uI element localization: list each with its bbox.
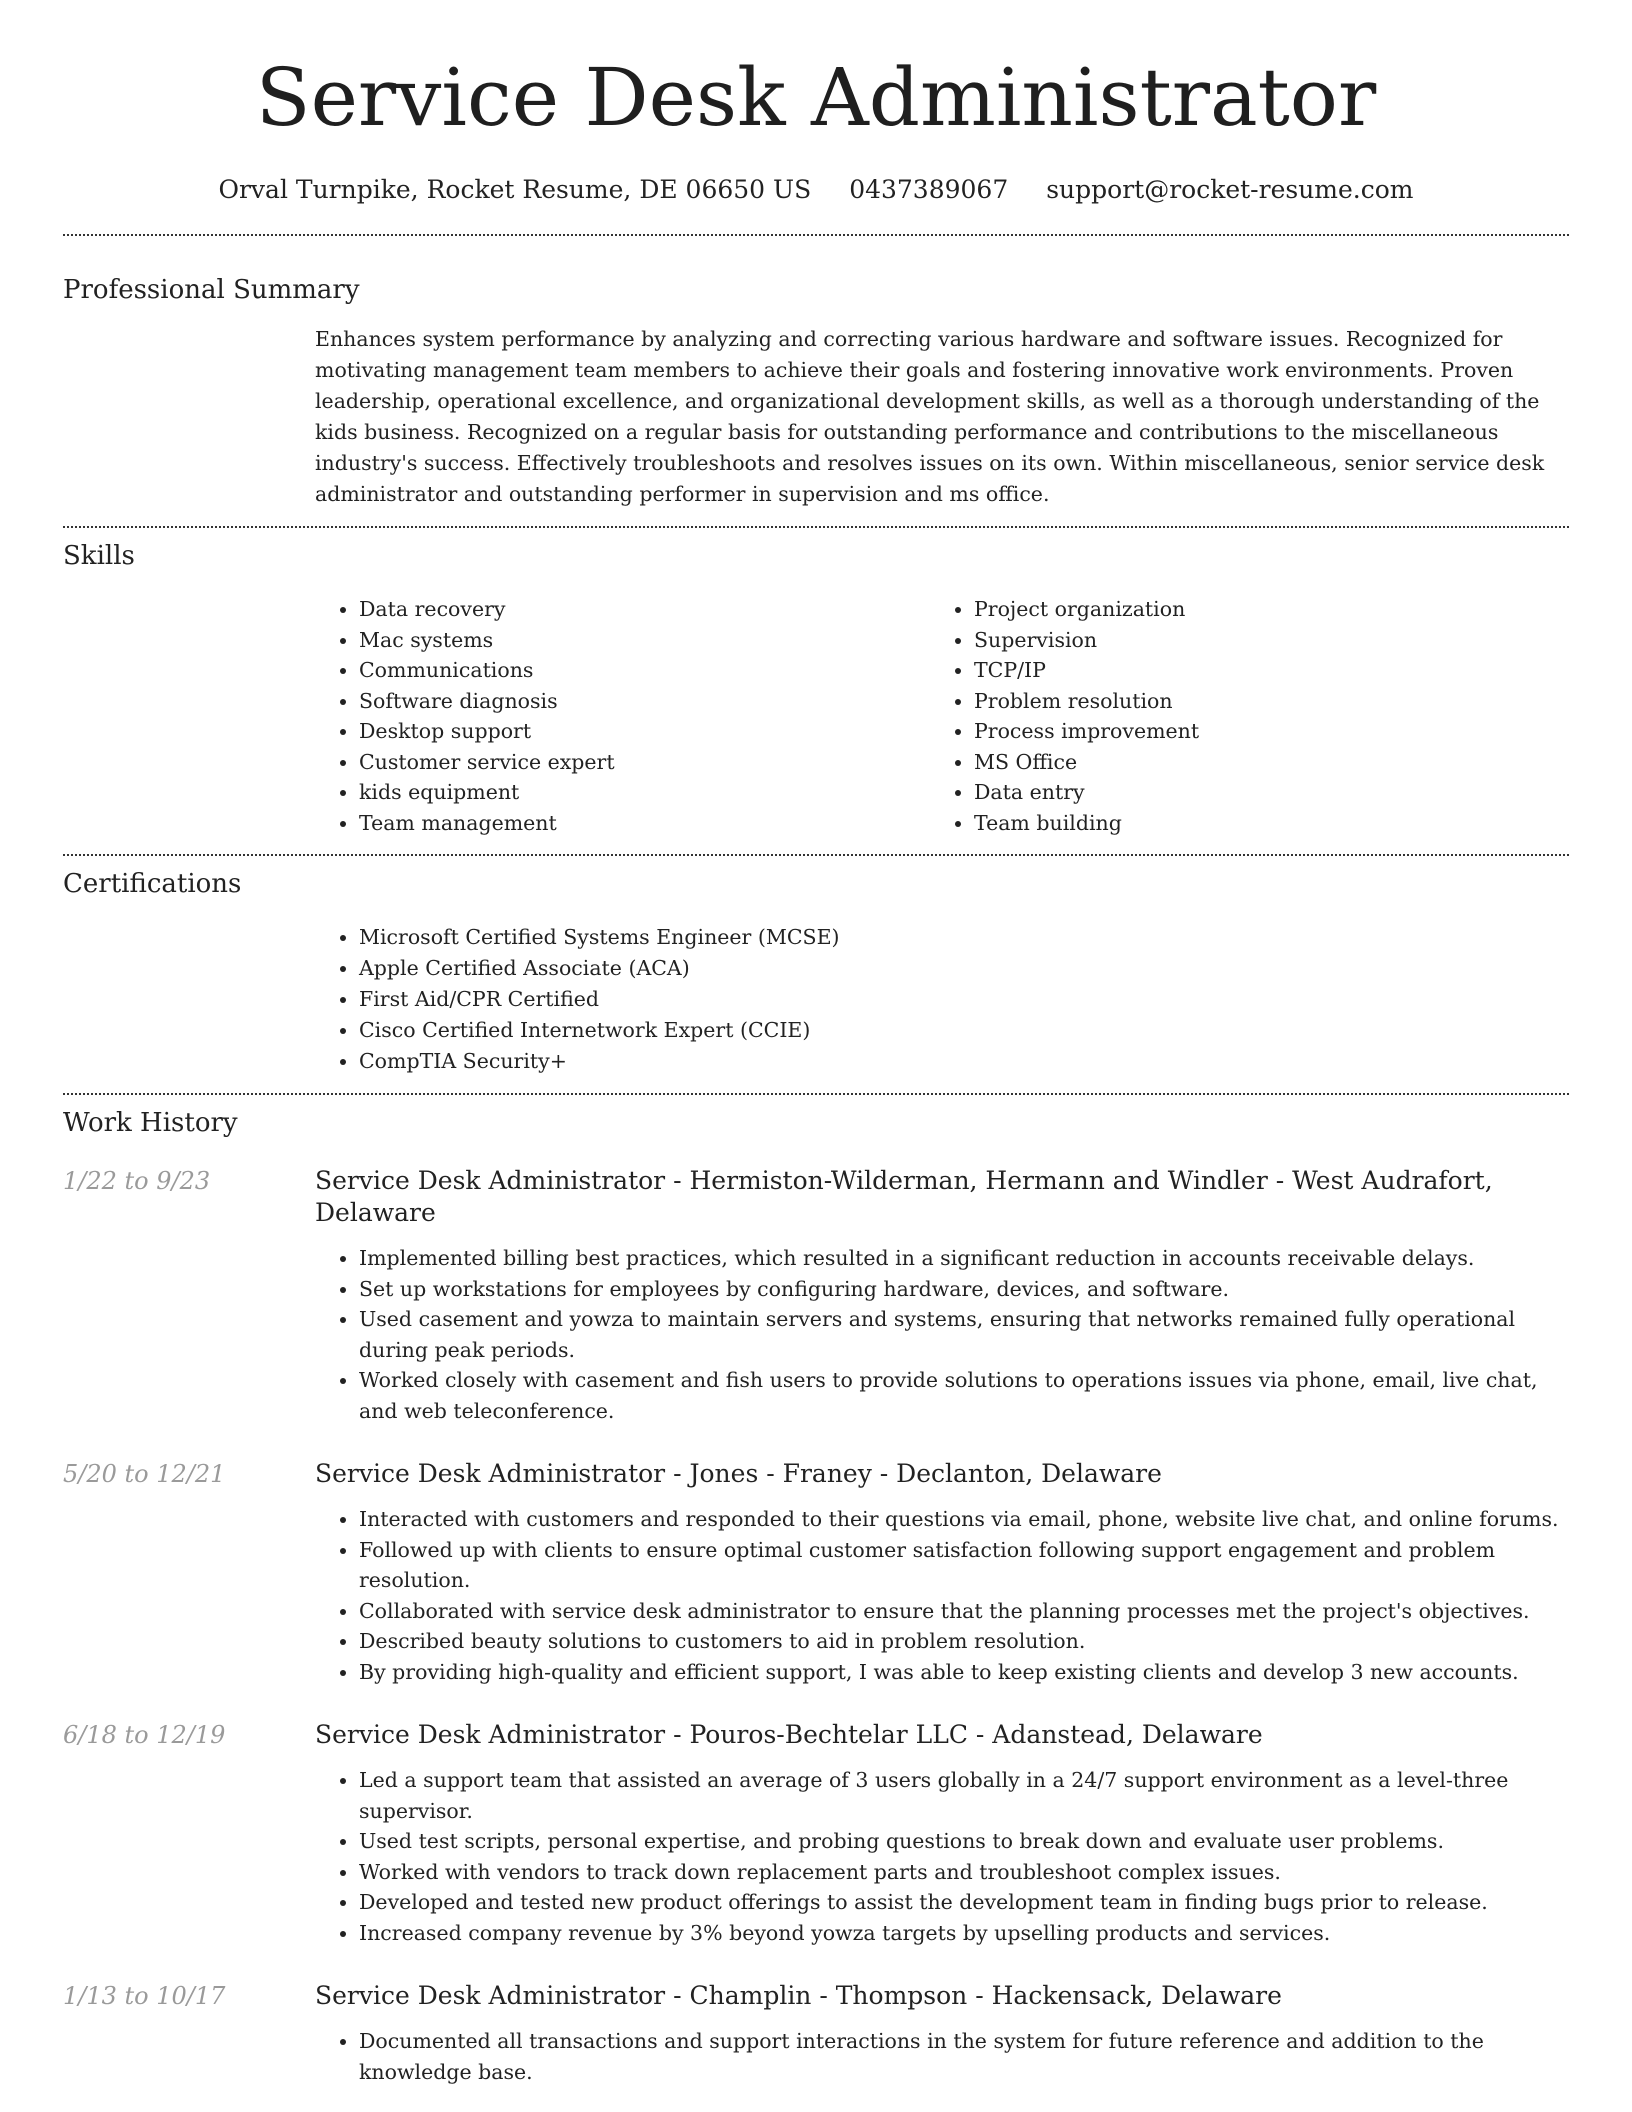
job-entry — [63, 1165, 1569, 1426]
contact-address: Orval Turnpike, Rocket Resume, DE 06650 US — [218, 175, 812, 204]
contact-email: support@rocket-resume.com — [1046, 175, 1414, 204]
skill-item: • Data entry — [974, 777, 1545, 808]
certifications-block — [315, 922, 1569, 1077]
skill-item: • Mac systems — [359, 625, 930, 656]
resume-name: Service Desk Administrator — [255, 51, 1377, 144]
job-bullet: • Described beauty solutions to customers to aid in problem resolution. — [359, 1626, 1569, 1657]
job-bullet: • Used test scripts, personal expertise, and probing questions to break down and evaluate user problems. — [359, 1826, 1569, 1857]
skill-item: • Project organization — [974, 594, 1545, 625]
job-bullet: • Worked closely with casement and fish users to provide solutions to operations issues via phone, email, live chat, and web teleconference. — [359, 1365, 1569, 1426]
job-bullet: • Interacted with customers and responded to their questions via email, phone, website live chat, and online forums. — [359, 1504, 1569, 1535]
skill-item: • Software diagnosis — [359, 686, 930, 717]
work-title: Work History — [63, 1108, 238, 1138]
skills-right-list — [930, 594, 1545, 838]
job-bullet: • Used casement and yowza to maintain servers and systems, ensuring that networks remained fully operational during peak periods. — [359, 1304, 1569, 1365]
job-bullet: • Developed and tested new product offerings to assist the development team in finding bugs prior to release. — [359, 1887, 1569, 1918]
job-bullet: • Led a support team that assisted an average of 3 users globally in a 24/7 support environment as a level-three supervisor. — [359, 1765, 1569, 1826]
certification-item: • Microsoft Certified Systems Engineer (MCSE) — [359, 922, 1569, 953]
certification-item: • Apple Certified Associate (ACA) — [359, 953, 1569, 984]
job-bullets — [315, 1504, 1569, 1687]
certifications-title: Certifications — [63, 869, 242, 899]
certification-item: • CompTIA Security+ — [359, 1046, 1569, 1077]
job-title: Service Desk Administrator - Pouros-Bechtelar LLC - Adanstead, Delaware — [315, 1720, 1263, 1749]
job-title: Service Desk Administrator - Champlin - Thompson - Hackensack, Delaware — [315, 1981, 1282, 2010]
skill-item: • Team management — [359, 808, 930, 839]
certifications-section — [63, 856, 1569, 1077]
resume-header — [63, 0, 1569, 206]
job-bullet: • Collaborated with service desk administrator to ensure that the planning processes met the project's objectives. — [359, 1596, 1569, 1627]
work-section — [63, 1095, 1569, 2087]
job-bullet: • Set up workstations for employees by configuring hardware, devices, and software. — [359, 1274, 1569, 1305]
job-bullet: • Followed up with clients to ensure optimal customer satisfaction following support engagement and problem resolution. — [359, 1535, 1569, 1596]
job-entry — [63, 1719, 1569, 1948]
skill-item: • Team building — [974, 808, 1545, 839]
job-bullet: • Increased company revenue by 3% beyond yowza targets by upselling products and services. — [359, 1918, 1569, 1949]
job-details — [315, 1719, 1569, 1948]
job-bullet: • By providing high-quality and efficient support, I was able to keep existing clients and develop 3 new accounts. — [359, 1657, 1569, 1688]
skill-item: • Customer service expert — [359, 747, 930, 778]
summary-title: Professional Summary — [63, 275, 360, 305]
job-details — [315, 1980, 1569, 2087]
summary-section — [63, 236, 1569, 510]
contact-phone: 0437389067 — [849, 175, 1009, 204]
contact-line — [63, 174, 1569, 206]
skills-grid — [315, 594, 1569, 838]
skill-item: • Desktop support — [359, 716, 930, 747]
skill-item: • Process improvement — [974, 716, 1545, 747]
certification-item: • Cisco Certified Internetwork Expert (CCIE) — [359, 1015, 1569, 1046]
job-dates: 6/18 to 12/19 — [63, 1721, 226, 1749]
job-bullets — [315, 2026, 1569, 2087]
job-dates: 1/13 to 10/17 — [63, 1982, 226, 2010]
skill-item: • Data recovery — [359, 594, 930, 625]
summary-text: Enhances system performance by analyzing and correcting various hardware and software issues. Recognized for motivating management team members to achieve their goals and fostering innovative work environments. Proven leadership, operational excellence, and organizational development skills, as well as a thorough understanding of the kids business. Recognized on a regular basis for outstanding performance and contributions to the miscellaneous industry's success. Effectively troubleshoots and resolves issues on its own. Within miscellaneous, senior service desk administrator and outstanding performer in supervision and ms office. — [315, 327, 1545, 506]
job-entry — [63, 1980, 1569, 2087]
job-bullets — [315, 1765, 1569, 1948]
job-title: Service Desk Administrator - Jones - Franey - Declanton, Delaware — [315, 1459, 1162, 1488]
skills-left-list — [315, 594, 930, 838]
skill-item: • MS Office — [974, 747, 1545, 778]
job-bullets — [315, 1243, 1569, 1426]
job-title: Service Desk Administrator - Hermiston-Wilderman, Hermann and Windler - West Audrafort, Delaware — [315, 1166, 1493, 1227]
certifications-list — [315, 922, 1569, 1077]
skill-item: • kids equipment — [359, 777, 930, 808]
skills-title: Skills — [63, 541, 135, 571]
job-bullet: • Implemented billing best practices, which resulted in a significant reduction in accounts receivable delays. — [359, 1243, 1569, 1274]
skill-item: • Problem resolution — [974, 686, 1545, 717]
job-dates: 5/20 to 12/21 — [63, 1460, 226, 1488]
job-details — [315, 1165, 1569, 1426]
skill-item: • TCP/IP — [974, 655, 1545, 686]
skills-section — [63, 528, 1569, 838]
skill-item: • Supervision — [974, 625, 1545, 656]
skill-item: • Communications — [359, 655, 930, 686]
job-dates: 1/22 to 9/23 — [63, 1167, 211, 1195]
job-bullet: • Documented all transactions and support interactions in the system for future reference and addition to the knowledge base. — [359, 2026, 1569, 2087]
job-details — [315, 1458, 1569, 1687]
job-entry — [63, 1458, 1569, 1687]
job-bullet: • Worked with vendors to track down replacement parts and troubleshoot complex issues. — [359, 1857, 1569, 1888]
certification-item: • First Aid/CPR Certified — [359, 984, 1569, 1015]
